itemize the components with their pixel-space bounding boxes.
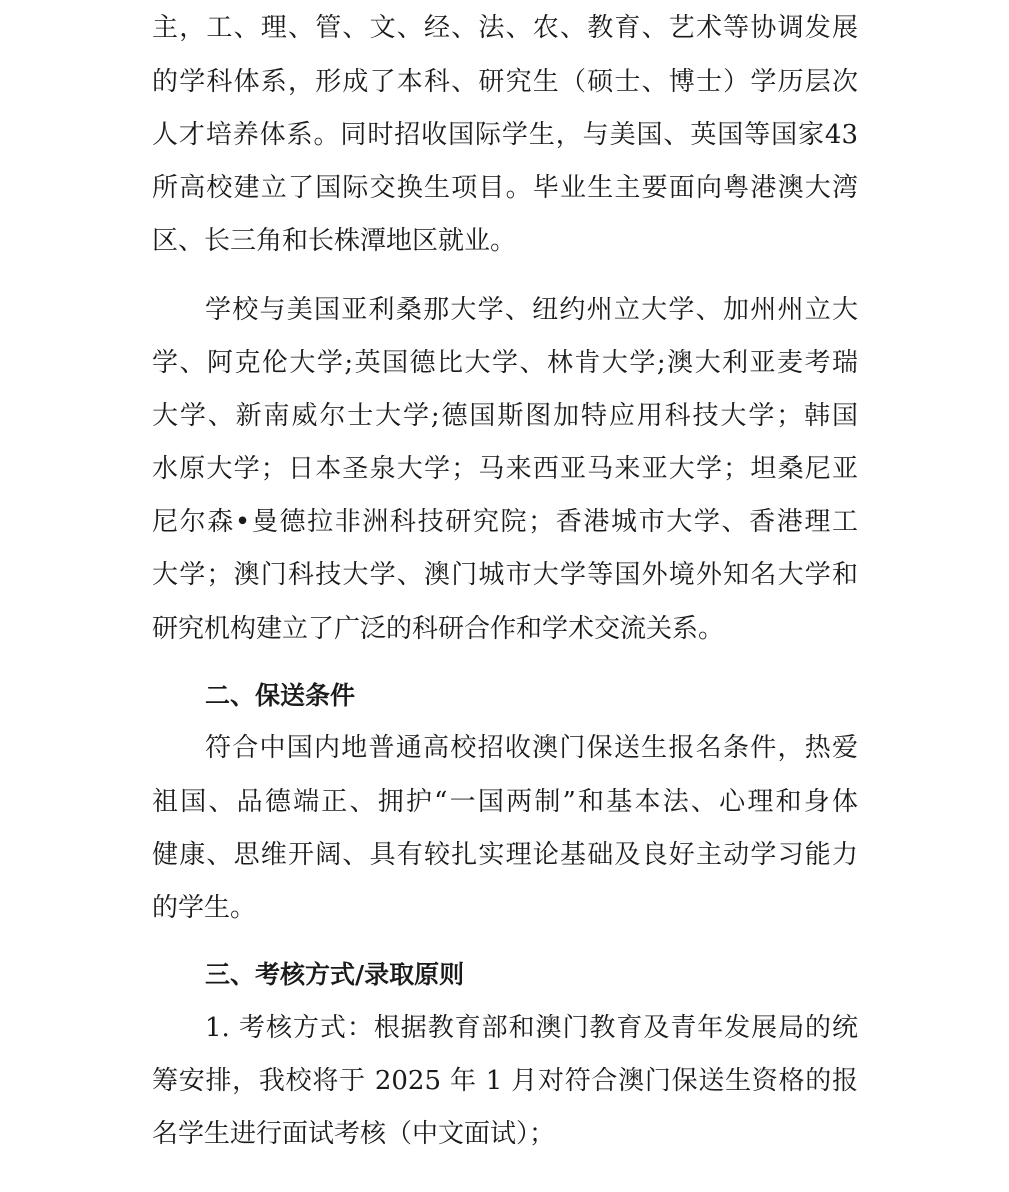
paragraph-line: 所高校建立了国际交换生项目。毕业生主要面向粤港澳大湾	[152, 173, 858, 203]
paragraph-line: 研究机构建立了广泛的科研合作和学术交流关系。	[152, 614, 725, 644]
paragraph-line: 名学生进行面试考核（中文面试）；	[152, 1119, 556, 1149]
section-heading: 二、保送条件	[205, 681, 356, 710]
section-heading: 三、考核方式/录取原则	[205, 960, 465, 989]
paragraph-line: 健康、思维开阔、具有较扎实理论基础及良好主动学习能力	[152, 840, 858, 870]
paragraph-line: 主，工、理、管、文、经、法、农、教育、艺术等协调发展	[152, 13, 858, 43]
paragraph-line: 祖国、品德端正、拥护“一国两制”和基本法、心理和身体	[152, 787, 858, 817]
paragraph-line: 的学生。	[152, 893, 257, 923]
paragraph-line: 的学科体系，形成了本科、研究生（硕士、博士）学历层次	[152, 67, 858, 97]
paragraph-line: 人才培养体系。同时招收国际学生，与美国、英国等国家43	[152, 120, 858, 150]
paragraph-line: 水原大学；日本圣泉大学；马来西亚马来亚大学；坦桑尼亚	[152, 454, 858, 484]
paragraph-line: 1. 考核方式：根据教育部和澳门教育及青年发展局的统	[205, 1013, 858, 1043]
paragraph-line: 大学、新南威尔士大学;德国斯图加特应用科技大学；韩国	[152, 401, 858, 431]
paragraph-line: 学校与美国亚利桑那大学、纽约州立大学、加州州立大	[205, 295, 858, 325]
paragraph-line: 学、阿克伦大学;英国德比大学、林肯大学;澳大利亚麦考瑞	[152, 348, 858, 378]
paragraph-line: 符合中国内地普通高校招收澳门保送生报名条件，热爱	[205, 733, 858, 763]
paragraph-line: 区、长三角和长株潭地区就业。	[152, 226, 517, 256]
paragraph-line: 筹安排，我校将于 2025 年 1 月对符合澳门保送生资格的报	[152, 1066, 858, 1096]
paragraph-line: 尼尔森•曼德拉非洲科技研究院；香港城市大学、香港理工	[152, 507, 858, 537]
paragraph-line: 大学；澳门科技大学、澳门城市大学等国外境外知名大学和	[152, 560, 858, 590]
